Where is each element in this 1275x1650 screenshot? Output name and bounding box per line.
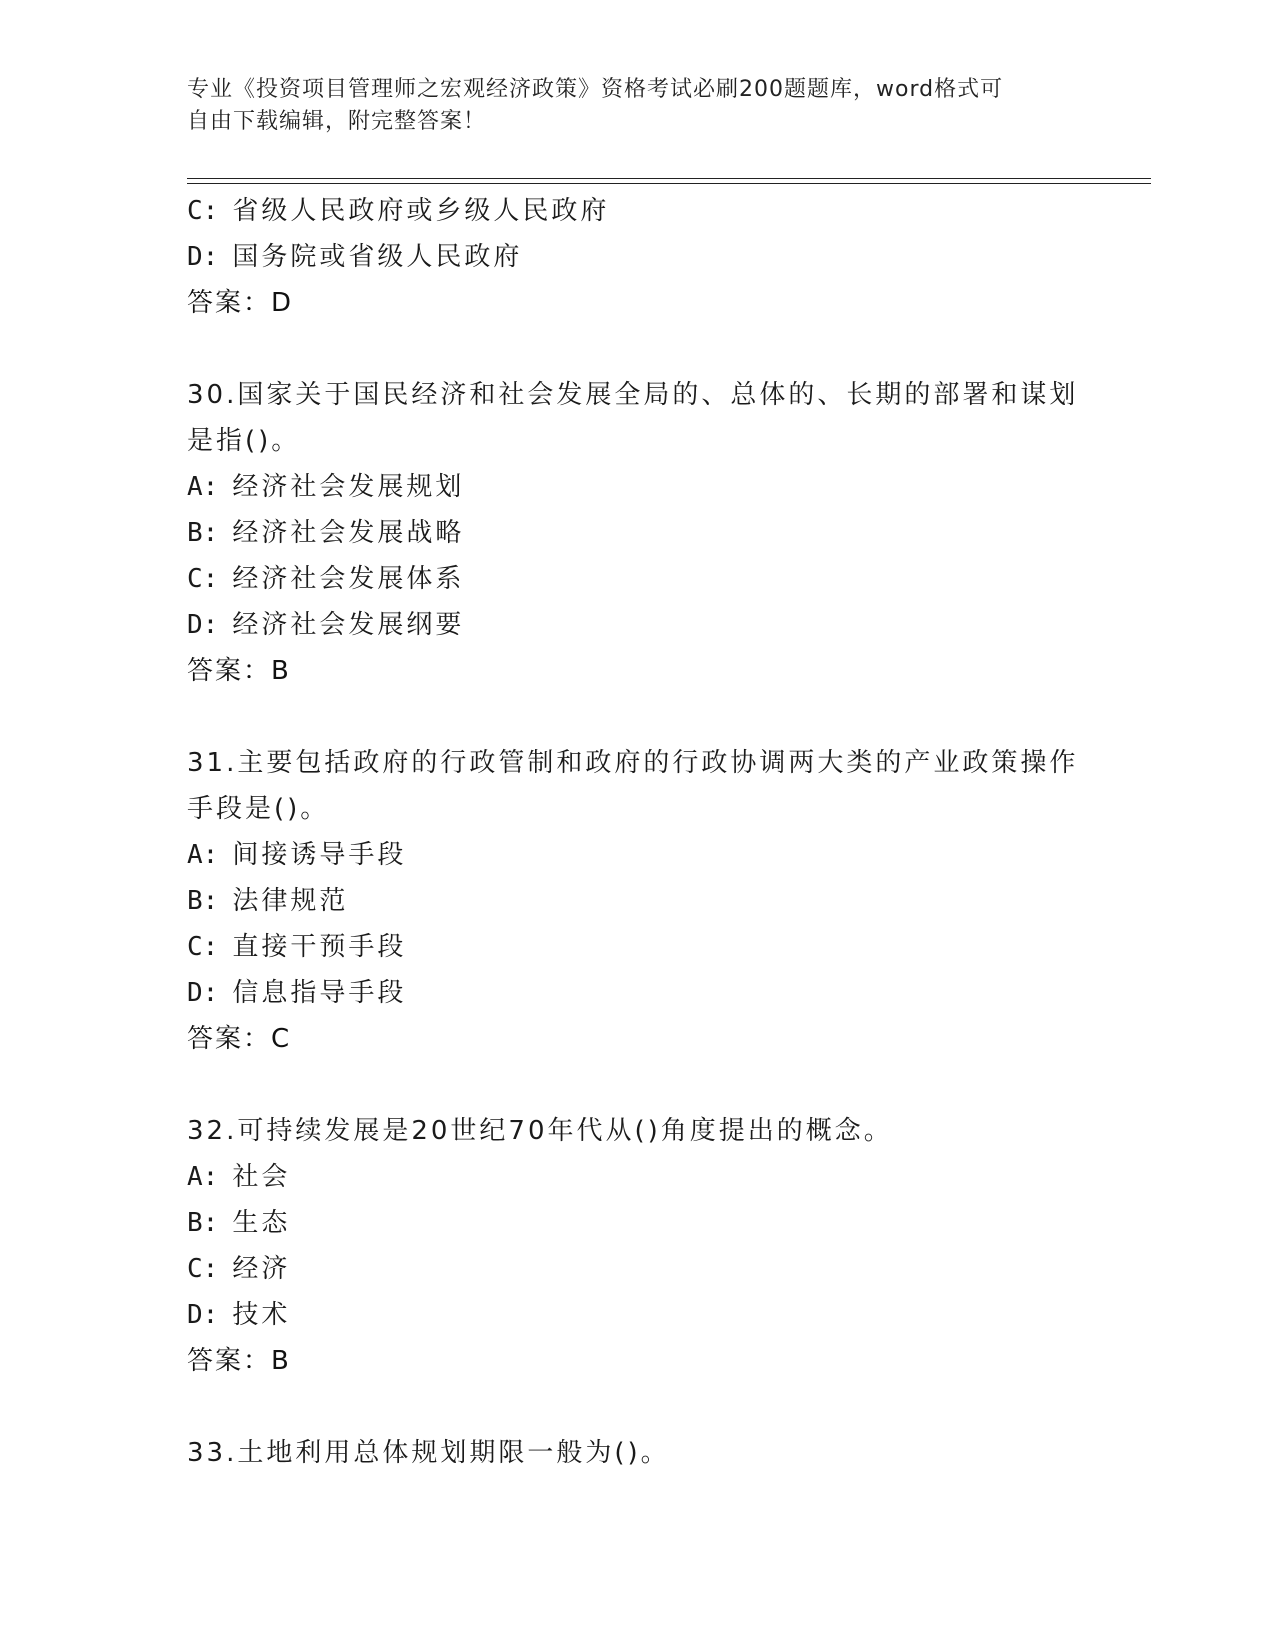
header-divider-top	[187, 178, 1151, 179]
spacer	[187, 694, 1107, 740]
document-header	[187, 74, 1087, 138]
spacer	[187, 1062, 1107, 1108]
question-block-30	[187, 372, 1107, 694]
option-key: C:	[187, 196, 219, 226]
option-b	[187, 1200, 1107, 1246]
option-d	[187, 602, 1107, 648]
option-c	[187, 924, 1107, 970]
question-block-29	[187, 188, 1107, 326]
option-key: D:	[187, 1300, 219, 1330]
option-key: A:	[187, 472, 219, 502]
option-key: A:	[187, 840, 219, 870]
option-text: 直接干预手段	[232, 932, 407, 962]
question-block-31	[187, 740, 1107, 1062]
option-c	[187, 1246, 1107, 1292]
option-text: 间接诱导手段	[232, 840, 407, 870]
option-key: C:	[187, 1254, 219, 1284]
option-text: 生态	[232, 1208, 291, 1238]
option-key: C:	[187, 932, 219, 962]
option-text: 经济社会发展规划	[232, 472, 465, 502]
option-text: 社会	[232, 1162, 291, 1192]
question-text: 31.主要包括政府的行政管制和政府的行政协调两大类的产业政策操作	[187, 748, 1079, 778]
question-text-continued: 是指()。	[187, 426, 301, 456]
option-text: 国务院或省级人民政府	[232, 242, 523, 272]
question-block-32	[187, 1108, 1107, 1384]
header-line-2: 自由下载编辑，附完整答案！	[187, 109, 487, 134]
option-a	[187, 832, 1107, 878]
header-divider-bottom	[187, 183, 1151, 184]
answer-line: 答案：C	[187, 1024, 292, 1054]
question-text: 32.可持续发展是20世纪70年代从()角度提出的概念。	[187, 1116, 893, 1146]
option-a	[187, 1154, 1107, 1200]
option-d	[187, 970, 1107, 1016]
spacer	[187, 326, 1107, 372]
option-c	[187, 188, 1107, 234]
option-a	[187, 464, 1107, 510]
option-b	[187, 878, 1107, 924]
spacer	[187, 1384, 1107, 1430]
option-text: 信息指导手段	[232, 978, 407, 1008]
question-text: 33.土地利用总体规划期限一般为()。	[187, 1438, 670, 1468]
option-text: 法律规范	[232, 886, 349, 916]
option-key: D:	[187, 978, 219, 1008]
answer-line: 答案：B	[187, 1346, 291, 1376]
option-text: 经济	[232, 1254, 291, 1284]
option-key: B:	[187, 886, 219, 916]
option-text: 经济社会发展战略	[232, 518, 465, 548]
option-key: A:	[187, 1162, 219, 1192]
option-key: C:	[187, 564, 219, 594]
answer-line: 答案：D	[187, 288, 294, 318]
option-c	[187, 556, 1107, 602]
option-key: B:	[187, 1208, 219, 1238]
option-key: D:	[187, 242, 219, 272]
option-key: D:	[187, 610, 219, 640]
option-b	[187, 510, 1107, 556]
question-block-33	[187, 1430, 1107, 1476]
option-d	[187, 234, 1107, 280]
option-d	[187, 1292, 1107, 1338]
option-text: 经济社会发展体系	[232, 564, 465, 594]
option-text: 省级人民政府或乡级人民政府	[232, 196, 610, 226]
option-text: 技术	[232, 1300, 291, 1330]
option-key: B:	[187, 518, 219, 548]
question-list	[187, 188, 1107, 1476]
option-text: 经济社会发展纲要	[232, 610, 465, 640]
question-text: 30.国家关于国民经济和社会发展全局的、总体的、长期的部署和谋划	[187, 380, 1079, 410]
question-text-continued: 手段是()。	[187, 794, 330, 824]
header-line-1: 专业《投资项目管理师之宏观经济政策》资格考试必刷200题题库，word格式可	[187, 77, 1004, 102]
answer-line: 答案：B	[187, 656, 291, 686]
